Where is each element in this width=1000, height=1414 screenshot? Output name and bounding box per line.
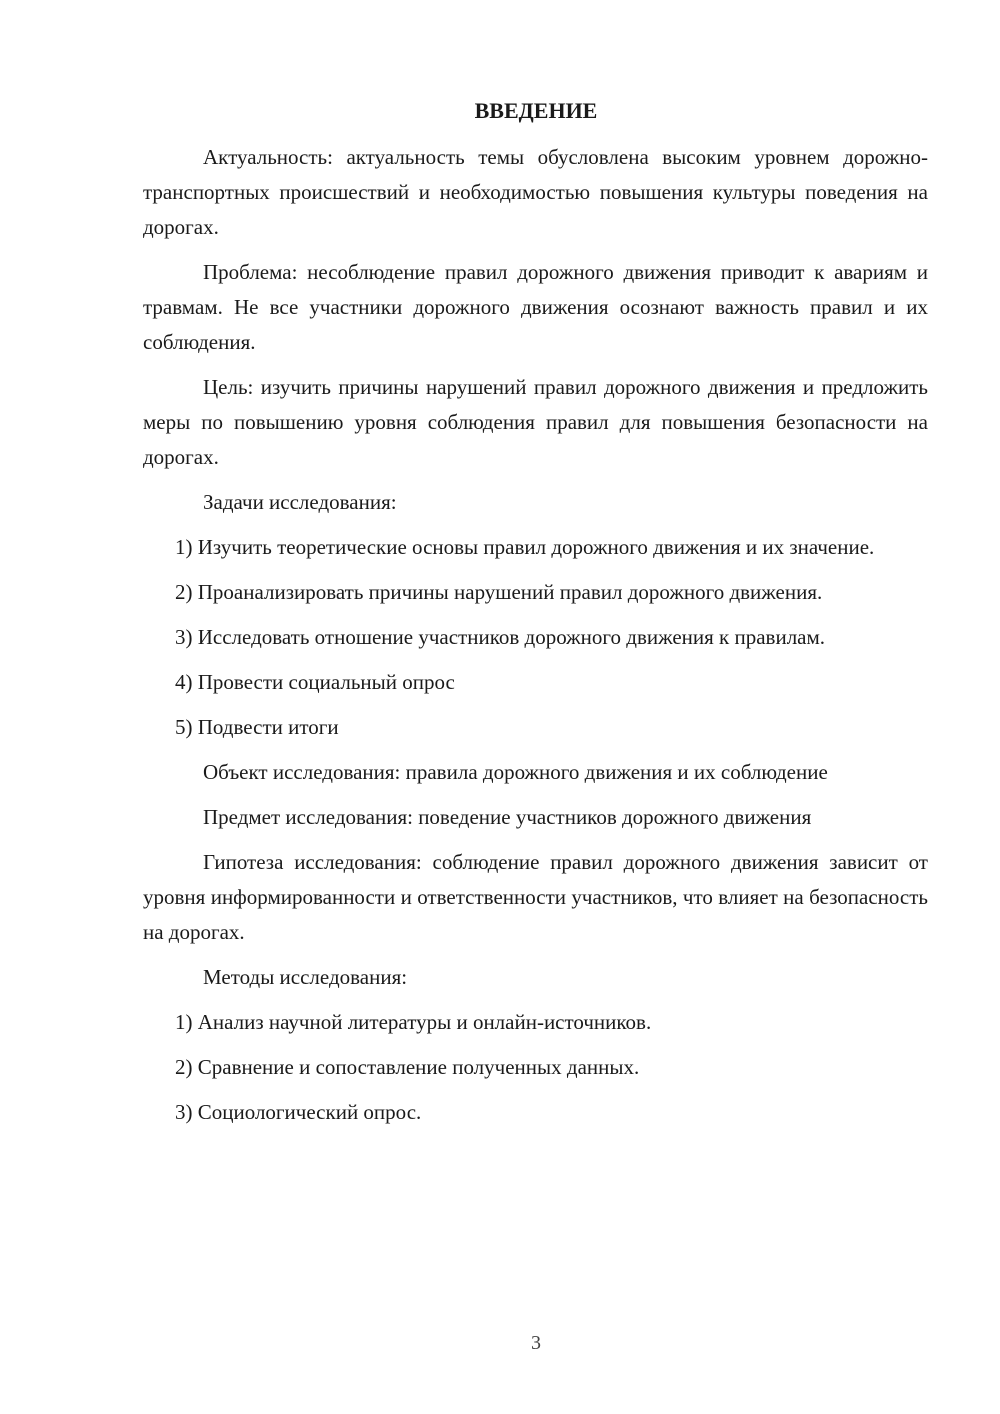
methods-heading: Методы исследования: — [203, 965, 408, 989]
hypothesis-paragraph: Гипотеза исследования: соблюдение правил дорожного движения зависит от уровня информированности и ответственности участников, что влияет на безопасность на дорогах. — [143, 850, 928, 944]
subject-paragraph: Предмет исследования: поведение участников дорожного движения — [203, 805, 812, 829]
page-title: ВВЕДЕНИЕ — [474, 98, 598, 123]
relevance-paragraph: Актуальность: актуальность темы обусловлена высоким уровнем дорожно-транспортных происшествий и необходимостью повышения культуры поведения на дорогах. — [143, 145, 928, 239]
object-paragraph: Объект исследования: правила дорожного движения и их соблюдение — [203, 760, 828, 784]
task-item: 2) Проанализировать причины нарушений правил дорожного движения. — [175, 580, 823, 604]
method-item: 2) Сравнение и сопоставление полученных данных. — [175, 1055, 640, 1079]
problem-paragraph: Проблема: несоблюдение правил дорожного движения приводит к авариям и травмам. Не все участники дорожного движения осознают важность правил и их соблюдения. — [143, 260, 928, 354]
page-number: 3 — [531, 1332, 541, 1354]
tasks-heading: Задачи исследования: — [203, 490, 397, 514]
task-item: 1) Изучить теоретические основы правил дорожного движения и их значение. — [175, 535, 875, 559]
method-item: 3) Социологический опрос. — [175, 1100, 422, 1124]
task-item: 3) Исследовать отношение участников дорожного движения к правилам. — [175, 625, 826, 649]
goal-paragraph: Цель: изучить причины нарушений правил дорожного движения и предложить меры по повышению уровня соблюдения правил для повышения безопасности на дорогах. — [143, 375, 928, 469]
method-item: 1) Анализ научной литературы и онлайн-источников. — [175, 1010, 652, 1034]
task-item: 4) Провести социальный опрос — [175, 670, 455, 694]
page-body — [143, 140, 928, 1140]
task-item: 5) Подвести итоги — [175, 715, 339, 739]
